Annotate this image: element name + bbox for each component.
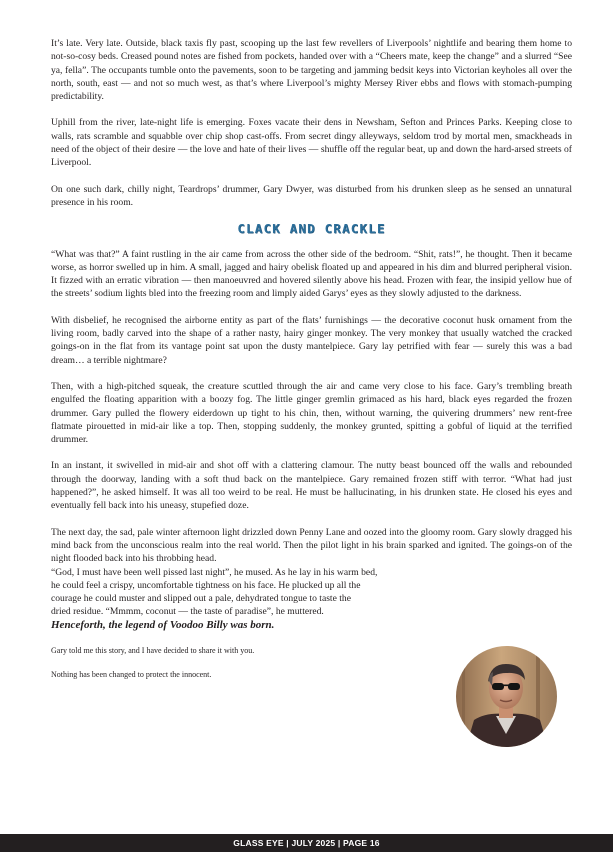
final-paragraph-wrap: [51, 566, 572, 619]
tagline: Henceforth, the legend of Voodoo Billy was born.: [51, 618, 275, 631]
article-body: [51, 37, 572, 693]
body-paragraph-3: Then, with a high-pitched squeak, the creature scuttled through the air and came very close to his face. Gary’s trembling breath engulfed the floating apparition with a boozy fog. The little ginger gremlin grimaced as his hard, black eyes regarded the frozen drummer. Gary pulled the flowery eiderdown up tight to his chin, then, without warning, the quivering drummers’ new rent-free flatmate pirouetted in mid-air like a top. Then, stopping suddenly, the monkey grunted, spitting a gobful of liquid at the terrified drummer.: [51, 380, 572, 446]
author-note-line-2: Nothing has been changed to protect the innocent.: [51, 669, 212, 679]
wrap-line-1: “God, I must have been well pissed last night”, he mused. As he lay in his warm bed,: [51, 566, 378, 578]
wrap-line-3: courage he could muster and slipped out a pale, dehydrated tongue to taste the: [51, 593, 351, 605]
portrait-photo: [456, 646, 557, 747]
intro-paragraph-2: Uphill from the river, late-night life is emerging. Foxes vacate their dens in Newsham, Sefton and Princes Parks. Keeping close to walls, rats scramble and squabble over chip shop cast-offs. From secret dingy alleyways, seldom trod by mortal men, smackheads in need of the object of their desire — the love and hate of their lives — shuffle off the regular beat, up and down the hard-arsed streets of Liverpool.: [51, 117, 572, 169]
body-paragraph-2: With disbelief, he recognised the airborne entity as part of the flats’ furnishings — the decorative coconut husk ornament from the living room, badly carved into the shape of a rather nasty, hairy ginger monkey. The very monkey that usually watched the cracked goings-on in the flat from its vantage point sat upon the dusty mantelpiece. Gary lay petrified with fear — surely this was a bad dream… a terrible nightmare?: [51, 314, 572, 366]
body-paragraph-1: “What was that?” A faint rustling in the air came from across the other side of the bedroom. “Shit, rats!”, he thought. Then it became worse, as horror swelled up in him. A small, jagged and hairy obelisk floated up and appeared in his dim and blurred peripheral vision. It fizzed with an erratic vibration — then manoeuvred and hovered silently above his head. Frozen with fear, the insipid yellow hue of the streets’ sodium lights bled into the freezing room and limply aided Garys’ eyes as they slowly adjusted to the darkness.: [51, 248, 572, 300]
page-footer: GLASS EYE | JULY 2025 | PAGE 16: [0, 834, 613, 852]
wrap-line-2: he could feel a crispy, uncomfortable tightness on his face. He plucked up all the: [51, 579, 361, 591]
portrait-image: [456, 646, 557, 747]
intro-paragraph-1: It’s late. Very late. Outside, black taxis fly past, scooping up the last few revellers of Liverpools’ nightlife and bearing them home to not-so-cosy beds. Creased pound notes are fished from pockets, handed over with a “Cheers mate, keep the change” and a slurred “See ya, fella”. The occupants tumble onto the pavements, soon to be targeting and jamming bedsit keys into Victorian keyholes all over the north, south, east — and not so much west, as that’s where Liverpool’s mighty Mersey River ebbs and flows with stomach-pumping predictability.: [51, 38, 572, 103]
final-paragraph-lead: The next day, the sad, pale winter afternoon light drizzled down Penny Lane and oozed into the gloomy room. Gary slowly dragged his mind back from the unconscious realm into the real world. Then the pilot light in his brain sparked and ignited. The goings-on of the night flooded back into his throbbing head.: [51, 526, 572, 565]
body-paragraph-4: In an instant, it swivelled in mid-air and shot off with a clattering clamour. The nutty beast bounced off the walls and rebounded through the doorway, landing with a soft thud back on the mantelpiece. Gary remained frozen stiff with terror. “What had just happened?”, he asked himself. It was all too weird to be real. He must be hallucinating, in his drunken state. He closed his eyes and eventually fell back into his uneasy, stupefied doze.: [51, 460, 572, 512]
section-heading: CLACK AND CRACKLE: [237, 221, 386, 237]
wrap-line-4: dried residue. “Mmmm, coconut — the taste of paradise”, he muttered.: [51, 606, 324, 618]
final-paragraph: [51, 526, 572, 566]
intro-paragraph-3: On one such dark, chilly night, Teardrops’ drummer, Gary Dwyer, was disturbed from his drunken sleep as he sensed an unnatural presence in his room.: [51, 183, 572, 208]
author-note-line-1: Gary told me this story, and I have decided to share it with you.: [51, 645, 255, 655]
